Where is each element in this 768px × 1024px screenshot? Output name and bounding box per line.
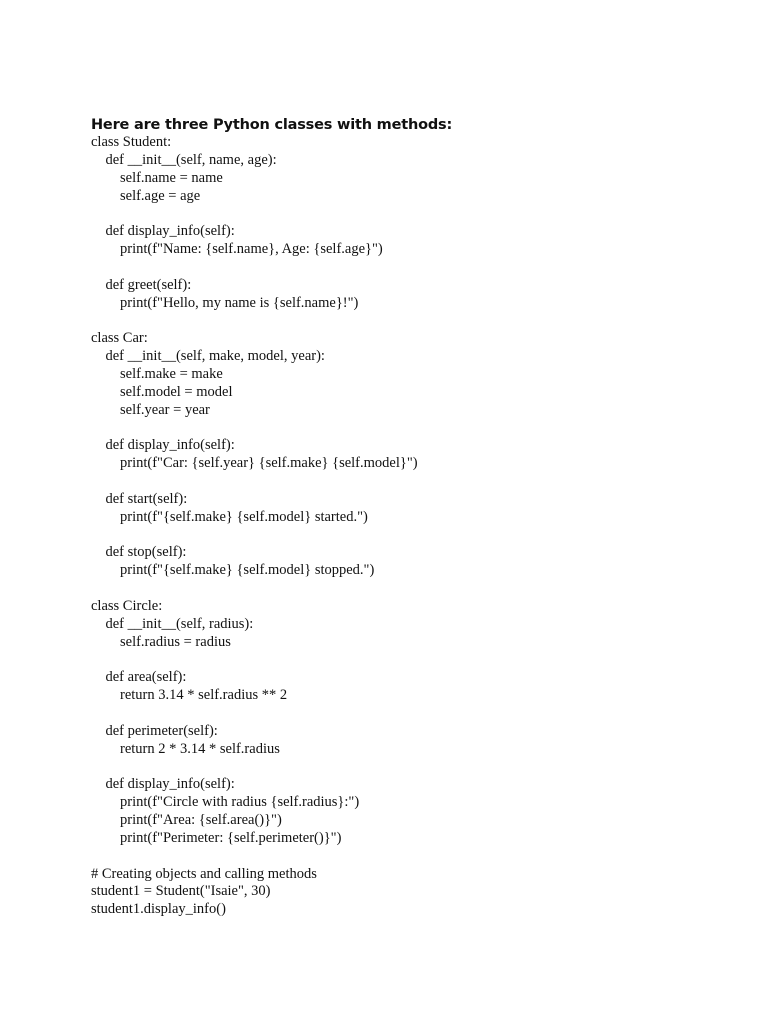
code-line: def area(self): — [91, 669, 187, 686]
code-line: student1.display_info() — [91, 901, 226, 918]
code-line: self.radius = radius — [91, 633, 231, 650]
document-heading: Here are three Python classes with methods: — [91, 117, 453, 133]
code-line: class Car: — [91, 330, 148, 347]
code-line — [91, 705, 418, 723]
code-line — [91, 580, 418, 598]
code-line: return 2 * 3.14 * self.radius — [91, 740, 280, 757]
code-line: self.year = year — [91, 401, 210, 418]
code-line: def start(self): — [91, 490, 188, 507]
code-block — [91, 134, 418, 919]
code-line: self.make = make — [91, 365, 223, 382]
code-line — [91, 420, 418, 438]
code-line: def stop(self): — [91, 544, 187, 561]
code-line: print(f"Hello, my name is {self.name}!") — [91, 294, 359, 311]
code-line: def __init__(self, radius): — [91, 615, 254, 632]
code-line: class Student: — [91, 134, 172, 150]
code-line — [91, 259, 418, 277]
code-line — [91, 848, 418, 866]
code-line: # Creating objects and calling methods — [91, 865, 317, 882]
code-line: self.model = model — [91, 383, 233, 400]
code-line: print(f"Circle with radius {self.radius}:") — [91, 794, 360, 811]
code-line — [91, 527, 418, 545]
code-line — [91, 312, 418, 330]
code-line: def __init__(self, name, age): — [91, 151, 277, 168]
code-line: print(f"Perimeter: {self.perimeter()}") — [91, 829, 342, 846]
code-line: print(f"Car: {self.year} {self.make} {self.model}") — [91, 455, 418, 472]
code-line: def perimeter(self): — [91, 722, 218, 739]
code-line: print(f"{self.make} {self.model} stopped.") — [91, 562, 375, 579]
code-line — [91, 759, 418, 777]
code-line: print(f"{self.make} {self.model} started.") — [91, 508, 368, 525]
code-line: student1 = Student("Isaie", 30) — [91, 883, 271, 900]
code-line: return 3.14 * self.radius ** 2 — [91, 687, 288, 704]
code-line: print(f"Area: {self.area()}") — [91, 812, 282, 829]
code-line: self.name = name — [91, 169, 223, 186]
code-line: def greet(self): — [91, 276, 192, 293]
code-line: def __init__(self, make, model, year): — [91, 348, 325, 365]
code-line — [91, 205, 418, 223]
code-line — [91, 473, 418, 491]
code-line — [91, 651, 418, 669]
code-line: def display_info(self): — [91, 437, 235, 454]
code-line: self.age = age — [91, 187, 201, 204]
code-line: def display_info(self): — [91, 223, 235, 240]
code-line: def display_info(self): — [91, 776, 235, 793]
code-line: class Circle: — [91, 597, 163, 614]
code-line: print(f"Name: {self.name}, Age: {self.age}") — [91, 241, 383, 258]
